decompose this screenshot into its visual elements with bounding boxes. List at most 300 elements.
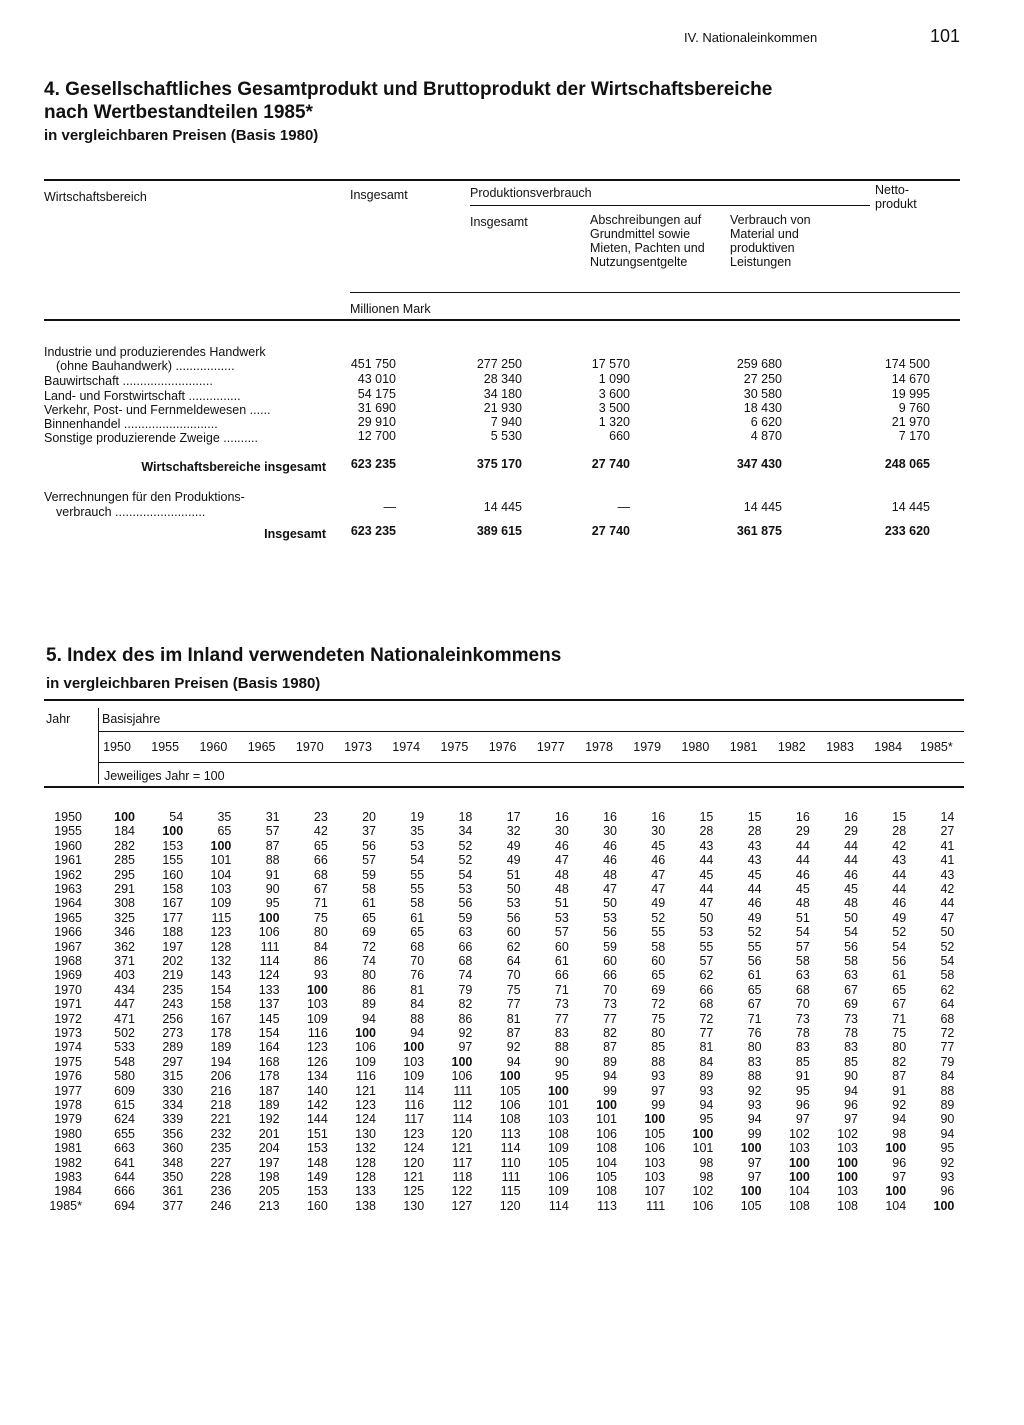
index-cell: 52 [940,939,955,954]
index-cell: 28 [892,824,907,839]
index-cell: 178 [258,1069,280,1084]
index-cell: 34 [458,824,473,839]
table4-row-value: 6 620 [750,415,782,429]
index-cell: 100 [210,838,232,853]
index-cell: 70 [410,954,425,968]
index-cell: 285 [114,853,135,868]
index-cell: 105 [644,1126,666,1141]
header-verbrauch: Verbrauch von Material und produktiven Leistungen [730,213,811,269]
index-cell: 112 [452,1098,473,1112]
index-cell: 58 [362,882,376,896]
index-cell: 95 [940,1141,955,1156]
verrechnung-label-cont: verbrauch .......................... [56,505,206,519]
column-header-year: 1983 [826,740,854,754]
index-cell: 144 [306,1112,328,1127]
index-cell: 116 [404,1098,425,1112]
index-cell: 16 [844,810,858,824]
index-cell: 308 [114,896,135,911]
index-cell: 111 [260,939,280,954]
header-jahr: Jahr [46,712,71,726]
index-cell: 694 [114,1198,135,1213]
table4-row-value: 54 175 [357,387,396,401]
index-cell: 117 [404,1112,425,1127]
index-cell: 106 [355,1040,376,1055]
index-cell: 109 [547,1141,569,1156]
index-cell: 236 [210,1184,232,1199]
index-cell: 16 [554,810,569,824]
index-cell: 100 [114,810,135,824]
index-cell: 98 [699,1170,714,1184]
index-cell: 137 [258,997,280,1012]
index-cell: 44 [795,838,810,853]
table4-subtitle: in vergleichbaren Preisen (Basis 1980) [44,127,319,144]
row-year: 1984 [54,1184,82,1199]
index-cell: 120 [499,1198,521,1213]
row-year: 1978 [54,1098,82,1112]
index-cell: 71 [892,1011,907,1026]
row-label: Binnenhandel ........................... [44,417,218,431]
index-cell: 101 [547,1098,569,1112]
index-cell: 123 [306,1040,328,1055]
total-wb-value: 27 740 [591,457,630,471]
table4-header-bottom-rule [44,319,960,321]
index-cell: 153 [306,1141,328,1156]
index-cell: 85 [795,1054,810,1069]
index-cell: 41 [940,838,955,853]
index-cell: 96 [940,1184,955,1199]
row-label: Land- und Forstwirtschaft ............... [44,389,241,403]
index-cell: 124 [403,1141,425,1156]
index-cell: 103 [788,1141,810,1156]
index-cell: 88 [265,853,280,868]
index-cell: 50 [699,910,714,925]
index-cell: 615 [114,1098,135,1112]
index-cell: 66 [603,968,617,983]
index-cell: 93 [940,1170,955,1184]
index-cell: 350 [162,1170,184,1184]
index-cell: 56 [506,910,521,925]
index-cell: 189 [258,1098,280,1112]
table4-row-value: 30 580 [743,387,782,401]
index-cell: 64 [940,997,955,1012]
index-cell: 125 [403,1184,425,1199]
index-cell: 96 [892,1155,907,1170]
index-cell: 49 [747,910,762,925]
table4-top-rule [44,179,960,181]
index-cell: 49 [506,853,521,868]
index-cell: 107 [644,1184,666,1199]
index-cell: 67 [892,997,907,1012]
index-cell: 100 [644,1112,666,1127]
index-cell: 73 [603,997,617,1012]
index-cell: 106 [644,1141,666,1156]
header-jeweiliges-jahr: Jeweiliges Jahr = 100 [104,769,225,783]
index-cell: 132 [210,954,232,968]
row-year: 1964 [54,896,82,911]
table4-row-value: 31 690 [357,401,396,415]
index-cell: 68 [940,1011,955,1026]
index-cell: 100 [692,1126,714,1141]
index-cell: 273 [162,1026,184,1040]
index-cell: 58 [651,939,666,954]
row-year: 1965 [54,910,82,925]
total-value: 623 235 [350,524,396,538]
index-cell: 67 [747,997,762,1012]
index-cell: 91 [795,1069,810,1084]
index-cell: 90 [265,882,280,896]
index-cell: 100 [499,1069,521,1084]
index-cell: 114 [452,1112,473,1127]
table4-row-value: 18 430 [743,401,782,415]
index-cell: 44 [940,896,955,911]
index-cell: 97 [651,1083,666,1098]
index-cell: 641 [114,1155,135,1170]
index-cell: 297 [162,1054,184,1069]
index-cell: 104 [788,1184,810,1199]
index-cell: 289 [162,1040,184,1055]
index-cell: 16 [651,810,666,824]
index-cell: 101 [596,1112,617,1127]
index-cell: 94 [940,1126,955,1141]
index-cell: 65 [313,838,328,853]
index-cell: 74 [362,954,376,968]
index-cell: 55 [699,939,714,954]
index-cell: 87 [892,1069,907,1084]
table4-title-line1: 4. Gesellschaftliches Gesamtprodukt und Bruttoprodukt der Wirtschaftsbereiche [44,79,773,100]
index-cell: 91 [892,1083,907,1098]
running-header-section: IV. Nationaleinkommen [684,30,818,45]
index-cell: 88 [554,1040,569,1055]
index-cell: 197 [162,939,184,954]
index-cell: 128 [210,939,232,954]
index-cell: 92 [940,1155,955,1170]
index-cell: 43 [940,867,955,882]
header-wirtschaftsbereich: Wirtschaftsbereich [44,190,147,204]
table4-row-value: 21 930 [483,401,522,415]
index-cell: 100 [355,1026,376,1040]
index-cell: 98 [699,1155,714,1170]
index-cell: 56 [603,925,617,940]
index-cell: 53 [554,910,569,925]
index-cell: 35 [217,810,232,824]
index-cell: 79 [940,1054,955,1069]
index-cell: 213 [258,1198,280,1213]
index-cell: 88 [940,1083,955,1098]
index-cell: 16 [603,810,617,824]
index-cell: 187 [258,1083,280,1098]
index-cell: 76 [747,1026,762,1040]
row-year: 1968 [54,954,82,968]
index-cell: 44 [747,882,762,896]
index-cell: 75 [506,982,521,997]
index-cell: 59 [362,867,376,882]
index-cell: 108 [788,1198,810,1213]
index-cell: 54 [169,810,184,824]
index-cell: 149 [306,1170,328,1184]
column-header-year: 1974 [392,740,421,754]
index-cell: 100 [451,1054,473,1069]
index-cell: 94 [844,1083,858,1098]
index-cell: 56 [892,954,907,968]
index-cell: 339 [162,1112,184,1127]
index-cell: 83 [747,1054,762,1069]
index-cell: 60 [554,939,569,954]
column-header-year: 1985* [920,740,953,754]
index-cell: 99 [651,1098,666,1112]
index-cell: 51 [795,910,810,925]
index-cell: 115 [211,910,232,925]
index-cell: 106 [692,1198,714,1213]
index-cell: 15 [892,810,907,824]
total-value: 27 740 [591,524,630,538]
index-cell: 17 [506,810,521,824]
index-cell: 64 [506,954,521,968]
index-cell: 325 [114,910,135,925]
index-cell: 121 [451,1141,473,1156]
index-cell: 81 [410,982,425,997]
index-cell: 80 [362,968,376,983]
table4-row-value: 17 570 [591,357,630,371]
header-produktionsverbrauch: Produktionsverbrauch [470,186,592,200]
index-cell: 89 [362,997,376,1012]
index-cell: 362 [114,939,135,954]
index-cell: 62 [506,939,521,954]
index-cell: 74 [458,968,473,983]
index-cell: 110 [500,1155,521,1170]
column-header-year: 1980 [681,740,710,754]
table5-cols-rule [98,762,964,763]
index-cell: 92 [458,1026,473,1040]
index-cell: 123 [403,1126,425,1141]
page-number: 101 [930,26,961,46]
index-cell: 77 [554,1011,569,1026]
table5-title: 5. Index des im Inland verwendeten Nationaleinkommens [46,645,562,666]
index-cell: 56 [362,838,376,853]
index-cell: 51 [554,896,569,911]
index-cell: 100 [403,1040,425,1055]
index-cell: 132 [355,1141,376,1156]
index-cell: 44 [844,853,858,868]
index-cell: 31 [265,810,280,824]
table4-title [44,78,804,147]
index-cell: 58 [410,896,425,911]
table4-row-value: 28 340 [483,372,522,386]
index-cell: 50 [603,896,617,911]
index-cell: 76 [410,968,425,983]
index-cell: 53 [699,925,714,940]
index-cell: 108 [499,1112,521,1127]
index-cell: 334 [162,1098,184,1112]
index-cell: 282 [114,838,135,853]
index-cell: 96 [795,1098,810,1112]
index-cell: 42 [892,838,907,853]
index-cell: 48 [554,867,569,882]
index-cell: 57 [362,853,376,868]
index-cell: 100 [788,1155,810,1170]
index-cell: 67 [313,882,328,896]
index-cell: 100 [885,1184,907,1199]
index-cell: 19 [410,810,425,824]
index-cell: 47 [940,910,955,925]
index-cell: 43 [747,838,762,853]
index-cell: 102 [692,1184,714,1199]
index-cell: 109 [547,1184,569,1199]
index-cell: 108 [837,1198,858,1213]
index-cell: 54 [795,925,810,940]
index-cell: 130 [355,1126,376,1141]
index-cell: 55 [651,925,666,940]
index-cell: 116 [307,1026,328,1040]
row-year: 1985* [49,1198,82,1213]
column-header-year: 1984 [874,740,903,754]
index-cell: 68 [313,867,328,882]
index-cell: 54 [940,954,955,968]
index-cell: 86 [313,954,328,968]
index-cell: 70 [506,968,521,983]
row-year: 1977 [54,1083,82,1098]
index-cell: 86 [458,1011,473,1026]
index-cell: 154 [210,982,232,997]
index-cell: 46 [651,853,666,868]
index-cell: 15 [699,810,714,824]
index-cell: 69 [844,997,858,1012]
index-cell: 361 [162,1184,184,1199]
index-cell: 89 [603,1054,617,1069]
index-cell: 100 [547,1083,569,1098]
index-cell: 89 [940,1098,955,1112]
index-cell: 194 [210,1054,232,1069]
index-cell: 92 [747,1083,762,1098]
row-year: 1966 [54,925,82,940]
index-cell: 111 [646,1198,666,1213]
row-year: 1982 [54,1155,82,1170]
header-basisjahre: Basisjahre [102,712,161,726]
index-cell: 61 [410,910,425,925]
index-cell: 65 [362,910,376,925]
index-cell: 111 [453,1083,473,1098]
index-cell: 55 [410,882,425,896]
table4-row-value: 7 170 [898,429,930,443]
index-cell: 88 [747,1069,762,1084]
index-cell: 49 [506,838,521,853]
index-cell: 55 [747,939,762,954]
index-cell: 106 [596,1126,617,1141]
index-cell: 114 [259,954,280,968]
index-cell: 68 [458,954,473,968]
index-cell: 83 [554,1026,569,1040]
index-cell: 133 [258,982,280,997]
index-cell: 221 [210,1112,232,1127]
row-year: 1970 [54,982,82,997]
index-cell: 184 [114,824,135,839]
row-year: 1981 [54,1141,82,1156]
index-cell: 44 [699,882,714,896]
index-cell: 89 [699,1069,714,1084]
index-cell: 158 [210,997,232,1012]
index-cell: 59 [603,939,617,954]
total-value: 389 615 [476,524,522,538]
index-cell: 153 [306,1184,328,1199]
index-cell: 154 [258,1026,280,1040]
index-cell: 81 [506,1011,521,1026]
index-cell: 151 [306,1126,328,1141]
index-cell: 356 [162,1126,184,1141]
table4-row-value: 43 010 [357,372,396,386]
index-cell: 134 [306,1069,328,1084]
index-cell: 116 [356,1069,376,1084]
index-cell: 47 [554,853,569,868]
index-cell: 50 [506,882,521,896]
total-wb-value: 347 430 [736,457,782,471]
index-cell: 471 [114,1011,135,1026]
column-header-year: 1981 [729,740,758,754]
row-year: 1969 [54,968,82,983]
index-cell: 47 [603,882,617,896]
index-cell: 78 [795,1026,810,1040]
index-cell: 434 [114,982,135,997]
index-cell: 227 [210,1155,232,1170]
index-cell: 88 [410,1011,425,1026]
index-cell: 94 [362,1011,376,1026]
index-cell: 168 [258,1054,280,1069]
table5-top-rule [44,699,964,701]
index-cell: 44 [795,853,810,868]
index-cell: 232 [210,1126,232,1141]
index-cell: 29 [795,824,810,839]
header-unit: Millionen Mark [350,302,431,316]
total-value: 361 875 [736,524,782,538]
table4-row-value: 12 700 [357,429,396,443]
index-cell: 49 [892,910,907,925]
header-nettoprodukt: Netto-produkt [875,183,917,211]
index-cell: 192 [258,1112,280,1127]
index-cell: 87 [603,1040,617,1055]
index-cell: 94 [747,1112,762,1127]
table4-row-value: 660 [609,429,630,443]
index-cell: 153 [162,838,184,853]
index-cell: 624 [114,1112,135,1127]
index-cell: 84 [699,1054,714,1069]
index-cell: 103 [644,1155,666,1170]
table4-row-value: 7 940 [490,415,522,429]
index-cell: 219 [162,968,184,983]
index-cell: 105 [547,1155,569,1170]
index-cell: 101 [692,1141,714,1156]
index-cell: 60 [506,925,521,940]
index-cell: 104 [210,867,232,882]
index-cell: 84 [940,1069,955,1084]
row-year: 1975 [54,1054,82,1069]
index-cell: 69 [362,925,376,940]
index-cell: 70 [603,982,617,997]
index-cell: 49 [651,896,666,911]
index-cell: 44 [892,867,907,882]
table4-row-value: 1 090 [598,372,630,386]
index-cell: 140 [306,1083,328,1098]
index-cell: 655 [114,1126,135,1141]
table5-subtitle: in vergleichbaren Preisen (Basis 1980) [46,675,321,692]
index-cell: 206 [210,1069,232,1084]
index-cell: 53 [603,910,617,925]
header-pv-insgesamt: Insgesamt [470,215,528,229]
index-cell: 117 [452,1155,473,1170]
index-cell: 109 [403,1069,425,1084]
row-year: 1980 [54,1126,82,1141]
index-cell: 79 [458,982,473,997]
index-cell: 93 [313,968,328,983]
index-cell: 126 [306,1054,328,1069]
header-abschreibungen: Abschreibungen auf Grundmittel sowie Mieten, Pachten und Nutzungsentgelte [590,213,705,269]
